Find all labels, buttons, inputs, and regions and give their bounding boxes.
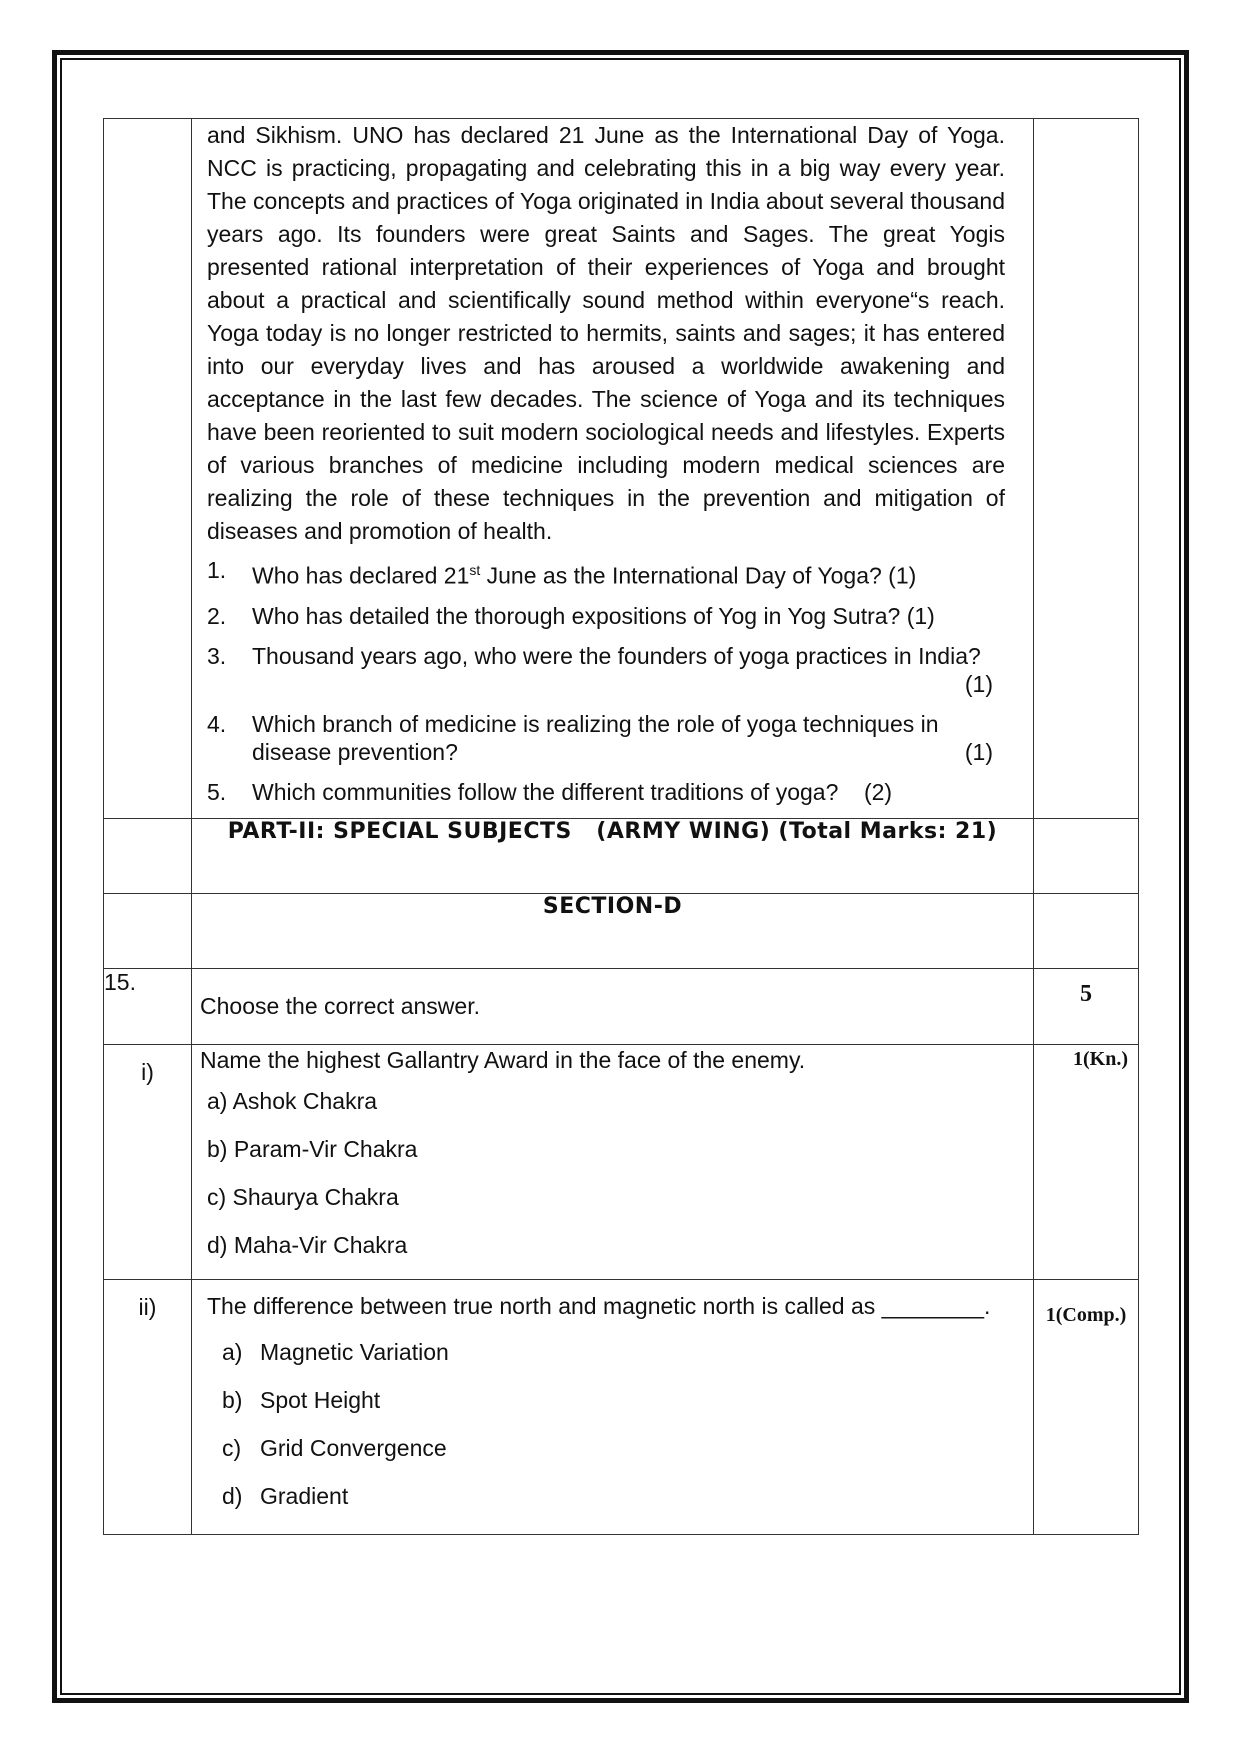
passage-question [207,710,993,766]
passage-questions [192,556,1033,806]
option-text: Magnetic Variation [260,1338,449,1365]
question-ii-row [104,1279,1139,1534]
question-text: June as the International Day of Yoga? [480,562,882,589]
question-15-marks: 5 [1034,968,1139,1044]
passage-text: and Sikhism. UNO has declared 21 June as the International Day of Yoga. NCC is practicing, propagating and celebrating this in a big way every year. The concepts and practices of Yoga originated in India about several thousand years ago. Its founders were great Saints and Sages. The great Yogis presented rational interpretation of their experiences of Yoga and brought about a practical and scientifically sound method within everyone“s reach. Yoga today is no longer restricted to hermits, saints and sages; it has entered into our everyday lives and has aroused a worldwide awakening and acceptance in the last few decades. The science of Yoga and its techniques have been reoriented to suit modern sociological needs and lifestyles. Experts of various branches of medicine including modern medical sciences are realizing the role of these techniques in the prevention and mitigation of diseases and promotion of health. [207,122,1005,544]
option [222,1424,1011,1472]
option [222,1472,1011,1520]
question-i-marks: 1(Kn.) [1034,1044,1139,1279]
question-i-text: Name the highest Gallantry Award in the face of the enemy. [200,1046,806,1073]
passage-question [207,556,993,590]
question-marks: (1) [888,562,917,589]
question-number: 1. [207,557,227,583]
question-text: Which communities follow the different traditions of yoga? [252,778,839,805]
passage-marks-cell [1034,119,1139,819]
section-heading: SECTION-D [192,893,1034,968]
question-marks: (2) [863,778,893,805]
question-text: Which branch of medicine is realizing the role of yoga techniques in disease prevention? [252,710,939,765]
option: a) Ashok Chakra [207,1087,378,1114]
question-ii-number: ii) [104,1279,192,1534]
option [222,1328,1011,1376]
superscript: st [469,562,481,578]
passage-cell [192,119,1034,819]
part-heading: PART-II: SPECIAL SUBJECTS (ARMY WING) (Total Marks: 21) [192,818,1034,893]
option: b) Param-Vir Chakra [207,1135,418,1162]
question-text: Thousand years ago, who were the founders of yoga practices in India? [252,642,981,669]
question-number: 3. [207,642,227,669]
question-ii-marks: 1(Comp.) [1034,1279,1139,1534]
question-15-text: Choose the correct answer. [192,968,1034,1044]
passage-question [207,778,993,806]
passage-num-cell [104,119,192,819]
question-number: 5. [207,778,227,805]
passage-question [207,602,993,630]
question-i-number: i) [104,1044,192,1279]
option-label: b) [222,1386,243,1413]
section-heading-row [104,893,1139,968]
option-label: d) [222,1482,243,1509]
option: c) Shaurya Chakra [207,1183,399,1210]
question-ii-text: The difference between true north and magnetic north is called as ________. [207,1292,991,1319]
question-marks: (1) [906,602,935,629]
question-text: Who has declared 21 [252,562,470,589]
option-label: a) [222,1338,243,1365]
question-table [103,118,1139,1535]
question-i-options [200,1077,1033,1269]
option [222,1376,1011,1424]
option-text: Spot Height [260,1386,381,1413]
option: d) Maha-Vir Chakra [207,1231,408,1258]
question-i-row [104,1044,1139,1279]
option-label: c) [222,1434,242,1461]
part-heading-row [104,818,1139,893]
question-ii-options [207,1328,1011,1520]
passage-question [207,642,993,698]
question-marks: (1) [964,670,993,697]
question-15-row [104,968,1139,1044]
question-number: 2. [207,602,227,629]
question-marks: (1) [964,738,993,765]
question-number: 4. [207,710,227,737]
option-text: Gradient [260,1482,349,1509]
option-text: Grid Convergence [260,1434,447,1461]
question-15-number: 15. [104,968,192,1044]
passage-row [104,119,1139,819]
question-text: Who has detailed the thorough expositions of Yog in Yog Sutra? [252,602,901,629]
